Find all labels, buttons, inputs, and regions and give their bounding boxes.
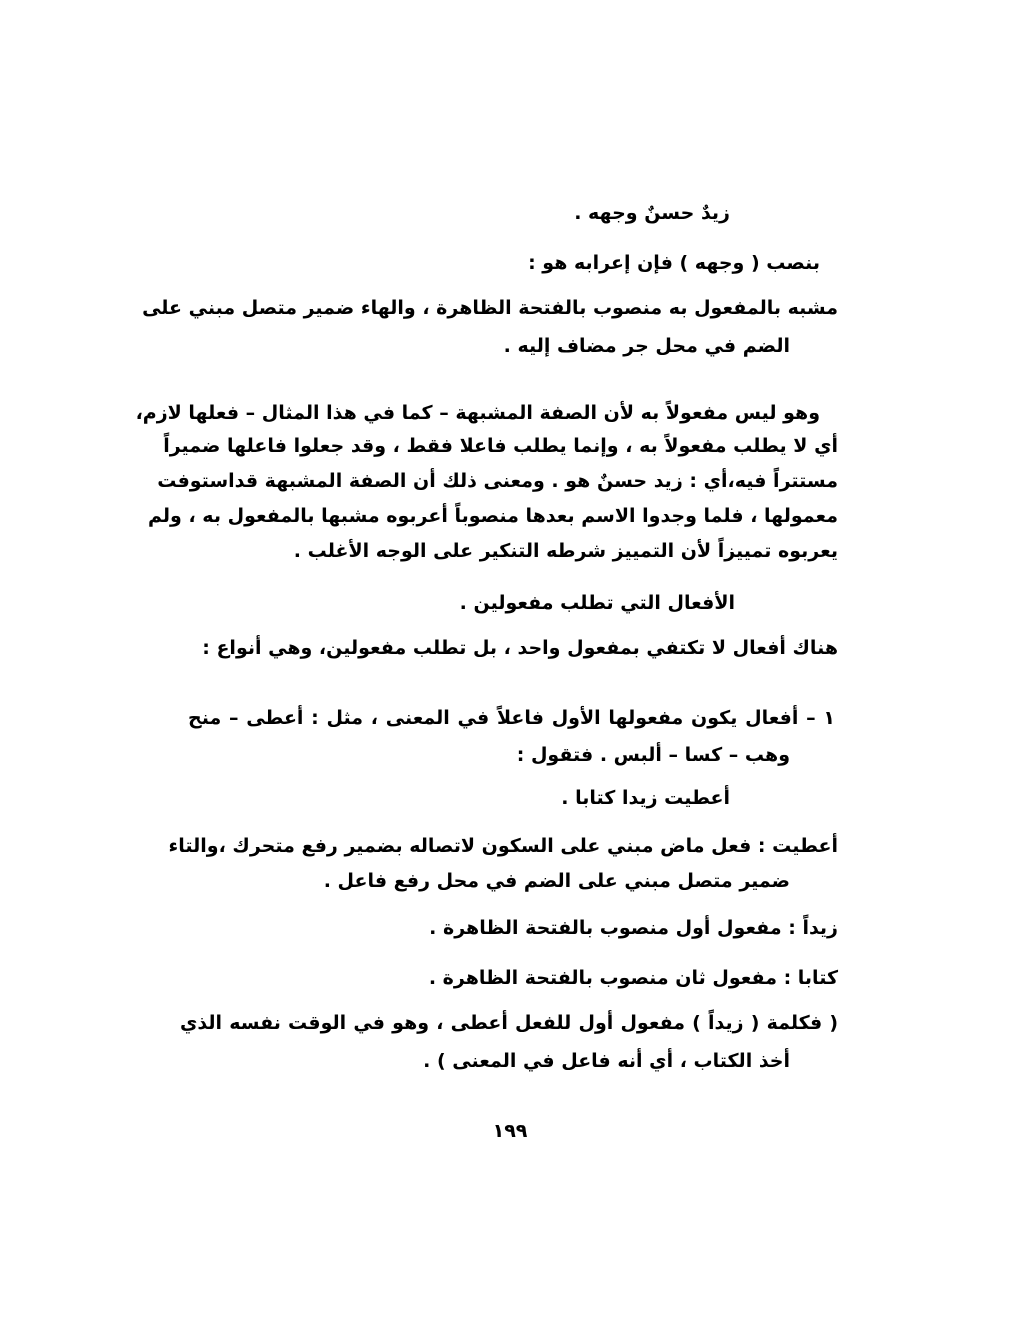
parsing-line: كتابا : مفعول ثان منصوب بالفتحة الظاهرة . [428,967,838,989]
example-sentence: زيدٌ حسنٌ وجهه . [574,202,730,224]
paragraph-line: مستتراً فيه،أي : زيد حسنٌ هو . ومعنى ذلك أن الصفة المشبهة قداستوفت [157,470,838,492]
example-sentence: أعطيت زيدا كتابا . [561,787,730,809]
paragraph-line: وهو ليس مفعولاً به لأن الصفة المشبهة – كما في هذا المثال – فعلها لازم، [135,402,820,424]
list-item-1: ١ – أفعال يكون مفعولها الأول فاعلاً في المعنى ، مثل : أعطى – منح [188,707,835,729]
note-line: أخذ الكتاب ، أي أنه فاعل في المعنى ) . [423,1050,790,1072]
parsing-line: زيداً : مفعول أول منصوب بالفتحة الظاهرة . [429,917,838,939]
text-line: مشبه بالمفعول به منصوب بالفتحة الظاهرة ، والهاء ضمير متصل مبني على [142,297,838,319]
text-line: وهب – كسا – ألبس . فتقول : [516,744,790,766]
section-heading: الأفعال التي تطلب مفعولين . [459,592,735,614]
text-line: بنصب ( وجهه ) فإن إعرابه هو : [528,252,820,274]
text-line: هناك أفعال لا تكتفي بمفعول واحد ، بل تطلب مفعولين، وهي أنواع : [202,637,838,659]
note-line: ( فكلمة ( زيداً ) مفعول أول للفعل أعطى ، وهو في الوقت نفسه الذي [180,1012,838,1034]
parsing-line: أعطيت : فعل ماض مبني على السكون لاتصاله بضمير رفع متحرك ،والتاء [168,835,838,857]
page-number: ١٩٩ [492,1120,528,1142]
paragraph-line: يعربوه تمييزاً لأن التمييز شرطه التنكير على الوجه الأغلب . [293,540,838,562]
paragraph-line: أي لا يطلب مفعولاً به ، وإنما يطلب فاعلا فقط ، وقد جعلوا فاعلها ضميراً [163,435,838,457]
text-line: الضم في محل جر مضاف إليه . [503,335,790,357]
paragraph-line: معمولها ، فلما وجدوا الاسم بعدها منصوباً أعربوه مشبها بالمفعول به ، ولم [148,505,838,527]
parsing-line: ضمير متصل مبني على الضم في محل رفع فاعل . [323,870,790,892]
